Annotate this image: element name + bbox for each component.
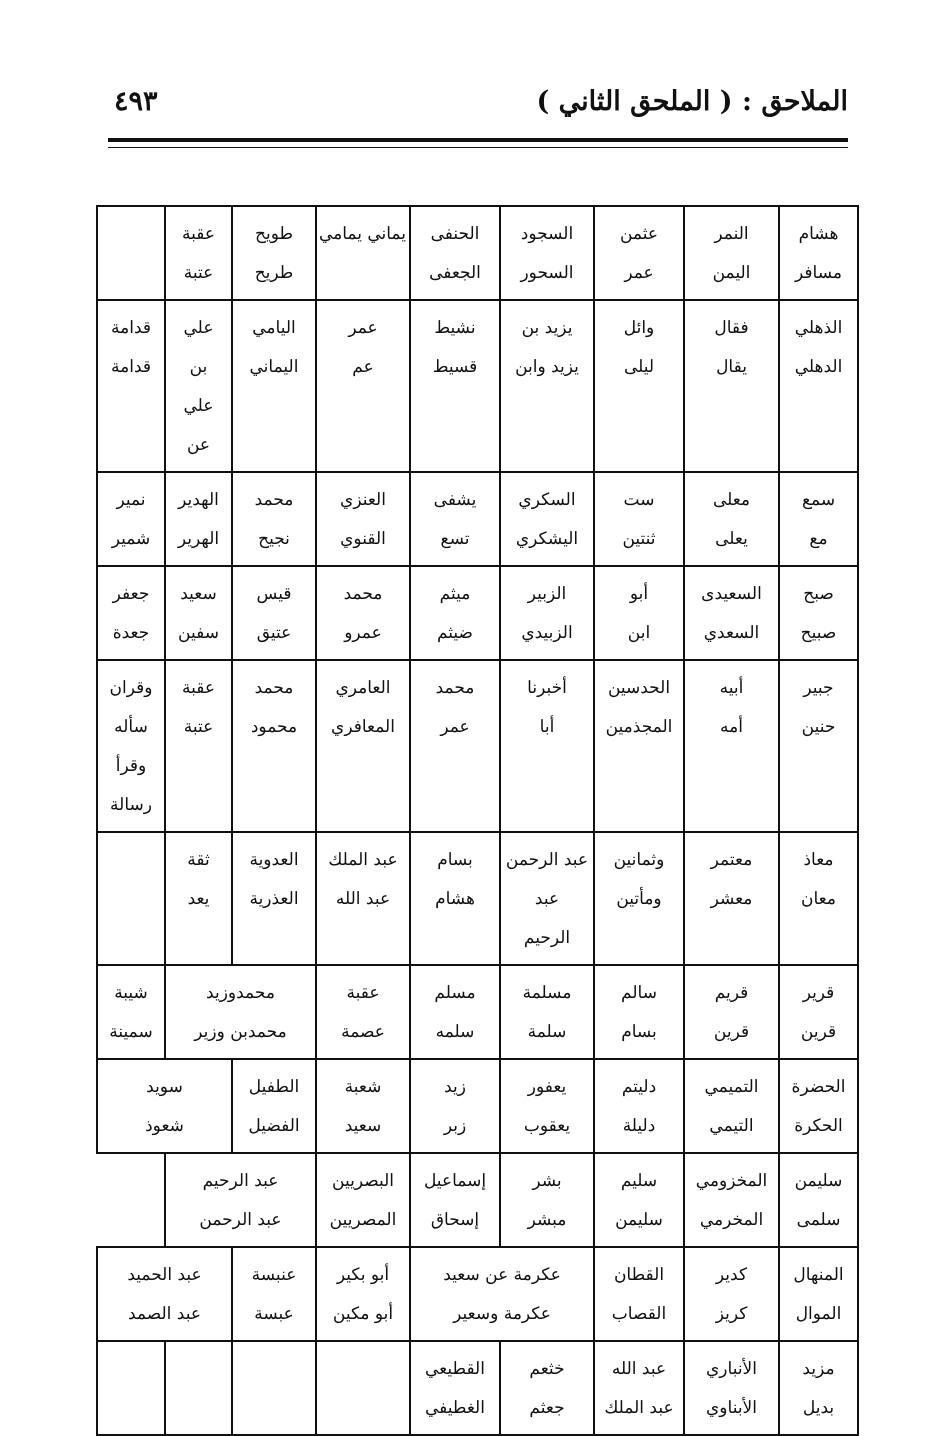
cell-line: العدوية (249, 850, 299, 870)
cell-line: عكرمة وسعير (453, 1304, 551, 1324)
cell-line: الأنباري (706, 1359, 757, 1379)
cell-line: عقبة (182, 224, 215, 244)
table-cell (410, 206, 500, 300)
cell-line: هشام (435, 889, 475, 909)
cell-line: أبو مكين (332, 1304, 394, 1324)
table-cell (316, 566, 410, 660)
table-cell (410, 566, 500, 660)
cell-line: جعفر (112, 584, 150, 604)
cell-line: السعيدى (701, 584, 762, 604)
cell-line: يزيد وابن (515, 357, 579, 377)
cell-line: نمير (116, 490, 146, 510)
cell-line: اليماني (249, 357, 299, 377)
cell-line: أخبرنا (527, 678, 567, 698)
table-cell (316, 1247, 410, 1341)
cell-line: عتبة (183, 717, 214, 737)
cell-line: خثعم (529, 1359, 565, 1379)
table-row (97, 472, 858, 566)
cell-line: سليمن (615, 1210, 663, 1230)
cell-line: عمرو (344, 623, 382, 643)
cell-line: الغطيفي (425, 1398, 485, 1418)
table-cell (165, 472, 232, 566)
cell-line: أبو بكير (336, 1265, 390, 1285)
cell-line: عبد الرحمن (199, 1210, 282, 1230)
cell-line: الحضرة (791, 1077, 846, 1097)
table-cell (779, 1059, 858, 1153)
cell-line: كدير (715, 1265, 748, 1285)
cell-line: مزيد (802, 1359, 835, 1379)
cell-line: القطان (613, 1265, 665, 1285)
cell-line: إسماعيل (423, 1171, 487, 1191)
table-cell (316, 660, 410, 832)
cell-line: عكرمة عن سعيد (443, 1265, 561, 1285)
table-cell (594, 472, 684, 566)
table-cell (500, 965, 594, 1059)
cell-line: ميثم (439, 584, 471, 604)
cell-line: أبو (629, 584, 649, 604)
cell-line: عمر (440, 717, 470, 737)
cell-line: يعد (187, 889, 210, 909)
table-cell (684, 206, 779, 300)
table-cell (316, 965, 410, 1059)
variant-readings-table (96, 205, 859, 1436)
table-cell (684, 1153, 779, 1247)
cell-line: يزيد بن (521, 318, 573, 338)
table-cell (232, 1059, 316, 1153)
cell-line: معتمر (710, 850, 753, 870)
table-cell (97, 1341, 165, 1435)
cell-line: عنبسة (251, 1265, 297, 1285)
cell-line: طريح (254, 263, 294, 283)
cell-line: أبيه (719, 678, 744, 698)
cell-line: سالم (621, 983, 657, 1003)
cell-line: عبد الصمد (128, 1304, 201, 1324)
cell-line: عبسة (254, 1304, 294, 1324)
cell-line: سلمه (435, 1022, 475, 1042)
page-header (108, 84, 848, 136)
cell-line: نجيح (258, 529, 290, 549)
cell-line: العنزي (340, 490, 386, 510)
cell-line: سعيد (180, 584, 217, 604)
cell-line: شيبة (114, 983, 148, 1003)
cell-line: محمد (254, 490, 294, 510)
cell-line: مبشر (527, 1210, 567, 1230)
table-cell (97, 566, 165, 660)
table-cell (97, 965, 165, 1059)
cell-line: بسام (437, 850, 473, 870)
table-cell (232, 472, 316, 566)
table-cell (316, 832, 410, 965)
cell-line: نشيط (434, 318, 476, 338)
cell-line: المخزومي (695, 1171, 768, 1191)
table-cell (165, 206, 232, 300)
cell-line: الزبيدي (521, 623, 573, 643)
table-cell (779, 1247, 858, 1341)
cell-line: محمد (343, 584, 383, 604)
table-cell (594, 1341, 684, 1435)
cell-line: محمدبن وزير (194, 1022, 287, 1042)
table-cell (500, 472, 594, 566)
table-cell (316, 1341, 410, 1435)
table-cell (316, 300, 410, 472)
table-cell (97, 832, 165, 965)
cell-line: ومأتين (616, 889, 662, 909)
table-cell (165, 660, 232, 832)
cell-line: مسافر (795, 263, 842, 283)
cell-line: سعيد (344, 1116, 382, 1136)
cell-line: شمير (111, 529, 151, 549)
table-row (97, 832, 858, 965)
cell-line: عمر (624, 263, 654, 283)
cell-line: السجود (520, 224, 574, 244)
cell-line: عتبة (183, 263, 214, 283)
cell-line: سفين (178, 623, 219, 643)
cell-line: فقال (714, 318, 749, 338)
table-row (97, 660, 858, 832)
table-cell (232, 300, 316, 472)
table-cell (594, 206, 684, 300)
table-cell (779, 965, 858, 1059)
table-row (97, 965, 858, 1059)
table-cell (684, 832, 779, 965)
cell-line: قيس (256, 584, 292, 604)
table-cell (410, 1153, 500, 1247)
cell-line: الطفيل (248, 1077, 300, 1097)
cell-line: العامري (335, 678, 391, 698)
cell-line: تسع (440, 529, 470, 549)
table-cell (500, 566, 594, 660)
cell-line: محمود (250, 717, 298, 737)
table-cell (316, 206, 410, 300)
cell-line: معشر (710, 889, 753, 909)
cell-line: زبر (443, 1116, 467, 1136)
table-row (97, 1059, 858, 1153)
cell-line: عن (186, 435, 211, 455)
cell-line: المعافري (331, 717, 395, 737)
table-cell (684, 1247, 779, 1341)
cell-line: المصريين (329, 1210, 397, 1230)
cell-line: قسيط (432, 357, 478, 377)
cell-line: محمدوزيد (206, 983, 275, 1003)
cell-line: القصاب (611, 1304, 667, 1324)
cell-line: قريم (714, 983, 749, 1003)
table-cell (316, 1059, 410, 1153)
cell-line: سمع (801, 490, 836, 510)
table-cell (165, 566, 232, 660)
header-rule-thin (108, 147, 848, 148)
cell-line: عثمن (619, 224, 659, 244)
cell-line: الموال (795, 1304, 842, 1324)
table-cell (684, 300, 779, 472)
cell-line: عقبة (182, 678, 215, 698)
table-cell (97, 300, 165, 472)
table-cell (594, 566, 684, 660)
table-cell (232, 1341, 316, 1435)
cell-line: الذهلي (794, 318, 843, 338)
cell-line: وثمانين (613, 850, 665, 870)
table-cell (500, 300, 594, 472)
cell-line: محمد (254, 678, 294, 698)
table-cell (500, 1059, 594, 1153)
table-cell (410, 472, 500, 566)
table-cell (410, 1059, 500, 1153)
cell-line: الزبير (527, 584, 567, 604)
cell-line: السحور (520, 263, 574, 283)
running-title: الملاحق : ( الملحق الثاني ) (536, 86, 848, 117)
table-cell (594, 1153, 684, 1247)
table-cell (232, 206, 316, 300)
cell-line: معاذ (803, 850, 834, 870)
cell-line: ابن (627, 623, 651, 643)
table-cell (165, 965, 316, 1059)
table-cell (779, 660, 858, 832)
table-cell (165, 832, 232, 965)
cell-line: علي (183, 318, 214, 338)
cell-line: اليامي (252, 318, 296, 338)
cell-line: طويح (254, 224, 294, 244)
cell-line: أبا (539, 717, 555, 737)
cell-line: شعوذ (145, 1116, 184, 1136)
cell-line: هشام (798, 224, 839, 244)
cell-line: مسلمة (522, 983, 572, 1003)
table-cell (97, 660, 165, 832)
table-cell (779, 206, 858, 300)
cell-line: شعبة (344, 1077, 382, 1097)
table-cell (684, 965, 779, 1059)
table-cell (594, 660, 684, 832)
cell-line: الجعفى (429, 263, 481, 283)
table-cell (500, 660, 594, 832)
table-cell (500, 206, 594, 300)
cell-line: معان (801, 889, 836, 909)
table-cell (410, 965, 500, 1059)
cell-line: الهدير (178, 490, 219, 510)
cell-line: بشر (532, 1171, 562, 1191)
cell-line: قدامة (111, 357, 151, 377)
cell-line: عقبة (346, 983, 380, 1003)
cell-line: عبد الملك (328, 850, 398, 870)
cell-line: صبيح (800, 623, 837, 643)
cell-line: عبد الله (611, 1359, 667, 1379)
table-cell (684, 472, 779, 566)
cell-line: يشفى (433, 490, 477, 510)
cell-line: عبد الله (335, 889, 391, 909)
table-cell (779, 1341, 858, 1435)
table-cell (97, 472, 165, 566)
cell-line: يعقوب (523, 1116, 571, 1136)
table-cell (500, 832, 594, 965)
table-cell (779, 832, 858, 965)
cell-line: الحنفى (430, 224, 480, 244)
table-cell (684, 1059, 779, 1153)
table-cell (779, 566, 858, 660)
cell-line: محمد (435, 678, 475, 698)
cell-line: وقران (109, 678, 153, 698)
cell-line: عبد (534, 889, 560, 909)
table-cell (232, 832, 316, 965)
cell-line: الحكرة (794, 1116, 843, 1136)
page-number: ٤٩٣ (114, 86, 158, 117)
cell-line: بديل (802, 1398, 835, 1418)
table-cell (232, 1247, 316, 1341)
header-rule-thick (108, 138, 848, 142)
cell-line: علي (183, 396, 214, 416)
table-cell (594, 832, 684, 965)
cell-line: عبد الحميد (127, 1265, 202, 1285)
table-row (97, 206, 858, 300)
table-cell (165, 300, 232, 472)
cell-line: ست (623, 490, 655, 510)
table-cell (97, 1059, 232, 1153)
cell-line: الفضيل (248, 1116, 300, 1136)
cell-line: الرحيم (523, 928, 571, 948)
cell-line: عتيق (256, 623, 292, 643)
cell-line: اليشكري (515, 529, 579, 549)
table-row (97, 300, 858, 472)
cell-line: جعثم (529, 1398, 565, 1418)
cell-line: يقال (716, 357, 747, 377)
table-cell (594, 1059, 684, 1153)
table-cell (316, 472, 410, 566)
table-cell (779, 300, 858, 472)
cell-line: العذرية (249, 889, 299, 909)
cell-line: رسالة (110, 795, 152, 815)
table-body (97, 206, 858, 1435)
table-cell (232, 566, 316, 660)
cell-line: كريز (715, 1304, 748, 1324)
cell-line: الحدسين (607, 678, 671, 698)
cell-line: بسام (621, 1022, 657, 1042)
cell-line: جبير (803, 678, 834, 698)
table-cell (410, 832, 500, 965)
cell-line: عصمة (341, 1022, 385, 1042)
table-cell (410, 300, 500, 472)
cell-line: النمر (714, 224, 749, 244)
cell-line: سليمن (794, 1171, 843, 1191)
cell-line: زيد (444, 1077, 466, 1097)
cell-line: دليلة (622, 1116, 656, 1136)
cell-line: قرين (800, 1022, 837, 1042)
table-row (97, 1153, 858, 1247)
table-cell (684, 566, 779, 660)
cell-line: مسلم (434, 983, 476, 1003)
cell-line: جعدة (112, 623, 150, 643)
cell-line: عمر (348, 318, 378, 338)
cell-line: سليم (620, 1171, 658, 1191)
cell-line: سأله (114, 717, 148, 737)
cell-line: السكري (518, 490, 576, 510)
table-row (97, 1247, 858, 1341)
cell-line: وائل (623, 318, 655, 338)
table-cell (232, 660, 316, 832)
cell-line: معلى (712, 490, 751, 510)
table-cell (594, 965, 684, 1059)
cell-line: يعلى (715, 529, 748, 549)
table-cell (779, 1153, 858, 1247)
cell-line: القطيعي (425, 1359, 485, 1379)
cell-line: الدهلي (794, 357, 843, 377)
cell-line: عم (352, 357, 374, 377)
cell-line: وقرأ (115, 756, 147, 776)
table-cell (410, 660, 500, 832)
cell-line: بن (189, 357, 208, 377)
cell-line: سمينة (109, 1022, 153, 1042)
cell-line: أمه (720, 717, 743, 737)
cell-line: السعدي (703, 623, 760, 643)
cell-line: يعفور (527, 1077, 567, 1097)
cell-line: البصريين (332, 1171, 394, 1191)
cell-line: القنوي (340, 529, 386, 549)
table-cell (684, 660, 779, 832)
cell-line: قدامة (111, 318, 151, 338)
cell-line: ضيثم (436, 623, 473, 643)
cell-line: إسحاق (430, 1210, 480, 1230)
table-cell (410, 1341, 500, 1435)
table-cell (500, 1341, 594, 1435)
cell-line: صبح (803, 584, 834, 604)
cell-line: التيمي (709, 1116, 754, 1136)
cell-line: مع (809, 529, 828, 549)
cell-line: سلمة (527, 1022, 567, 1042)
cell-line: حنين (801, 717, 836, 737)
table-cell (97, 1247, 232, 1341)
cell-line: ثقة (187, 850, 210, 870)
table-cell (97, 206, 165, 300)
cell-line: سلمى (796, 1210, 841, 1230)
cell-line: اليمن (712, 263, 751, 283)
cell-line: يماني يمامي (318, 224, 406, 244)
cell-line: سويد (146, 1077, 183, 1097)
cell-line: ليلى (623, 357, 655, 377)
table-cell (779, 472, 858, 566)
cell-line: قرين (713, 1022, 750, 1042)
table-cell (316, 1153, 410, 1247)
cell-line: عبد الرحمن (505, 850, 589, 870)
cell-line: قرير (802, 983, 835, 1003)
cell-line: الأبناوي (706, 1398, 757, 1418)
table-cell (684, 1341, 779, 1435)
cell-line: الهرير (177, 529, 220, 549)
cell-line: ثنتين (622, 529, 656, 549)
table-cell (500, 1153, 594, 1247)
table-cell (165, 1153, 316, 1247)
cell-line: عبد الملك (604, 1398, 674, 1418)
table-row (97, 566, 858, 660)
table-cell (410, 1247, 594, 1341)
table-row (97, 1341, 858, 1435)
cell-line: دليتم (621, 1077, 657, 1097)
cell-line: المنهال (793, 1265, 844, 1285)
cell-line: المخرمي (699, 1210, 764, 1230)
table-cell (594, 1247, 684, 1341)
table-cell (594, 300, 684, 472)
cell-line: عبد الرحيم (202, 1171, 279, 1191)
cell-line: المجذمين (605, 717, 673, 737)
cell-line: التميمي (704, 1077, 759, 1097)
table-cell (165, 1341, 232, 1435)
